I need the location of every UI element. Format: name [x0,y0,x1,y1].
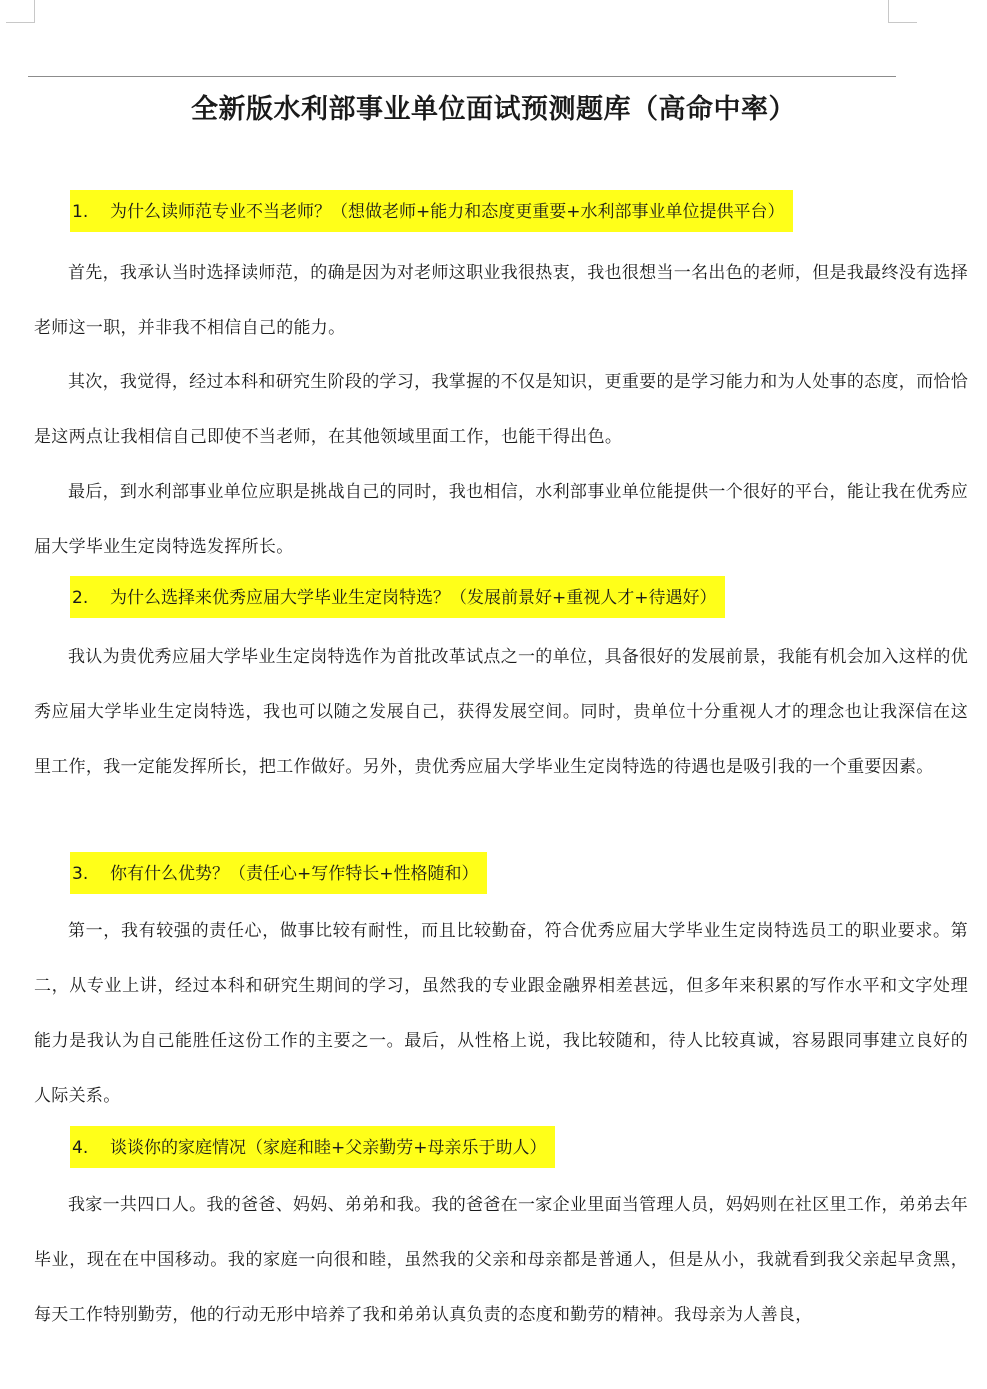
section-number: 1. [72,202,89,222]
section-heading-text: 为什么选择来优秀应届大学毕业生定岗特选？（发展前景好+重视人才+待遇好） [110,588,717,608]
paragraph: 第一，我有较强的责任心，做事比较有耐性，而且比较勤奋，符合优秀应届大学毕业生定岗特选员工的职业要求。第二，从专业上讲，经过本科和研究生期间的学习，虽然我的专业跟金融界相差甚远，但多年来积累的写作水平和文字处理能力是我认为自己能胜任这份工作的主要之一。最后，从性格上说，我比较随和，待人比较真诚，容易跟同事建立良好的人际关系。 [34,921,968,1106]
paragraph: 其次，我觉得，经过本科和研究生阶段的学习，我掌握的不仅是知识，更重要的是学习能力和为人处事的态度，而恰恰是这两点让我相信自己即使不当老师，在其他领域里面工作，也能干得出色。 [34,372,968,447]
section-heading-text: 为什么读师范专业不当老师？（想做老师+能力和态度更重要+水利部事业单位提供平台） [110,202,785,222]
paragraph: 最后，到水利部事业单位应职是挑战自己的同时，我也相信，水利部事业单位能提供一个很好的平台，能让我在优秀应届大学毕业生定岗特选发挥所长。 [34,482,968,557]
section-number: 4. [72,1138,89,1158]
crop-mark-top-right [888,0,917,23]
paragraph: 首先，我承认当时选择读师范，的确是因为对老师这职业我很热衷，我也很想当一名出色的老师，但是我最终没有选择老师这一职，并非我不相信自己的能力。 [34,263,968,338]
paragraph: 我认为贵优秀应届大学毕业生定岗特选作为首批改革试点之一的单位，具备很好的发展前景，我能有机会加入这样的优秀应届大学毕业生定岗特选，我也可以随之发展自己，获得发展空间。同时，贵单位十分重视人才的理念也让我深信在这里工作，我一定能发挥所长，把工作做好。另外，贵优秀应届大学毕业生定岗特选的待遇也是吸引我的一个重要因素。 [34,647,968,777]
section-heading-text: 谈谈你的家庭情况（家庭和睦+父亲勤劳+母亲乐于助人） [110,1138,547,1158]
section-heading-4 [70,1126,555,1168]
paragraph: 我家一共四口人。我的爸爸、妈妈、弟弟和我。我的爸爸在一家企业里面当管理人员，妈妈则在社区里工作，弟弟去年毕业，现在在中国移动。我的家庭一向很和睦，虽然我的父亲和母亲都是普通人，但是从小，我就看到我父亲起早贪黑，每天工作特别勤劳，他的行动无形中培养了我和弟弟认真负责的态度和勤劳的精神。我母亲为人善良， [34,1195,968,1325]
section-heading-3 [70,852,487,894]
section-number: 3. [72,864,89,884]
crop-mark-top-left [6,0,35,23]
document-title: 全新版水利部事业单位面试预测题库（高命中率） [191,94,796,125]
header-rule [28,76,896,77]
section-heading-text: 你有什么优势？（责任心+写作特长+性格随和） [110,864,479,884]
section-heading-2 [70,576,725,618]
section-number: 2. [72,588,89,608]
section-heading-1 [70,190,793,232]
